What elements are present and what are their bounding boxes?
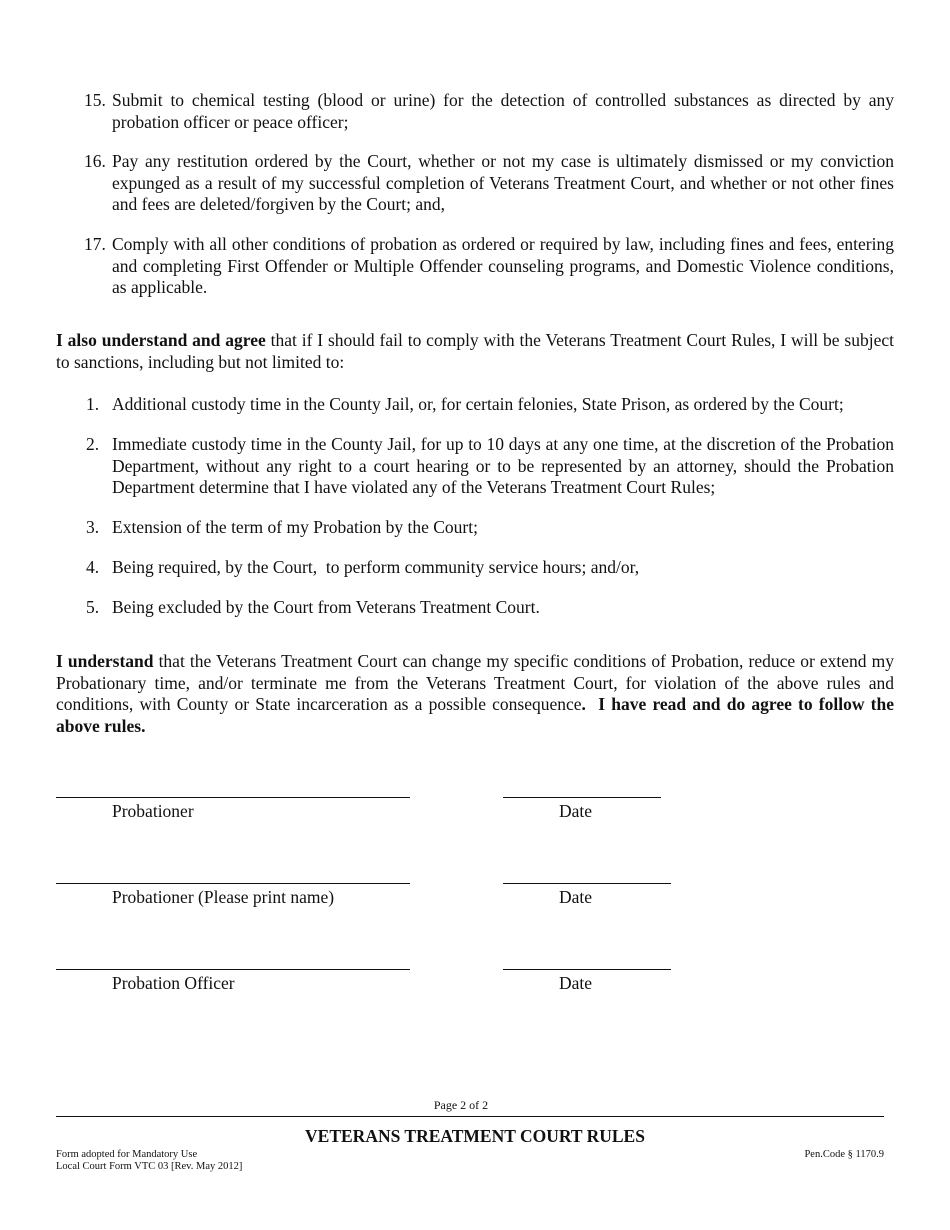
understanding-lead: I understand xyxy=(56,651,154,671)
signature-label: Probationer xyxy=(112,801,194,821)
sanction-text: Extension of the term of my Probation by the Court; xyxy=(112,517,478,537)
condition-number: 16. xyxy=(84,151,106,171)
signature-line[interactable] xyxy=(56,797,410,798)
agreement-paragraph xyxy=(56,330,894,373)
sanction-number: 3. xyxy=(86,517,100,537)
sanction-text: Additional custody time in the County Jail, or, for certain felonies, State Prison, as ordered by the Court; xyxy=(112,394,844,414)
understanding-bold-end: I have read and do agree to follow the above rules. xyxy=(56,694,899,736)
condition-number: 17. xyxy=(84,234,106,254)
agreement-lead: I also understand and agree xyxy=(56,330,266,350)
understanding-paragraph xyxy=(56,651,899,737)
date-label: Date xyxy=(559,887,593,907)
condition-text: Comply with all other conditions of probation as ordered or required by law, including fines and fees, entering and completing First Offender or Multiple Offender counseling programs, and Domestic Violence conditions, as applicable. xyxy=(112,234,894,297)
penal-code-reference: Pen.Code § 1170.9 xyxy=(804,1149,884,1160)
page-number: Page 2 of 2 xyxy=(433,1098,489,1112)
understanding-period: . xyxy=(581,694,586,714)
date-label: Date xyxy=(559,973,593,993)
sanction-text: Being excluded by the Court from Veterans Treatment Court. xyxy=(112,597,540,617)
sanction-number: 2. xyxy=(86,434,100,454)
form-adoption-note: Form adopted for Mandatory Use xyxy=(56,1149,198,1160)
sanction-number: 4. xyxy=(86,557,100,577)
date-line[interactable] xyxy=(503,883,671,884)
footer-divider xyxy=(56,1116,884,1117)
sanction-number: 5. xyxy=(86,597,100,617)
date-label: Date xyxy=(559,801,593,821)
date-line[interactable] xyxy=(503,797,661,798)
footer-title: VETERANS TREATMENT COURT RULES xyxy=(305,1126,645,1146)
agreement-text: that if I should fail to comply with the Veterans Treatment Court Rules, I will be subject to sanctions, including but not limited to: xyxy=(56,330,894,372)
condition-text: Pay any restitution ordered by the Court, whether or not my case is ultimately dismissed or my conviction expunged as a result of my successful completion of Veterans Treatment Court, and whether or not other fines and fees are deleted/forgiven by the Court; and, xyxy=(112,151,894,214)
sanction-text: Immediate custody time in the County Jail, for up to 10 days at any one time, at the discretion of the Probation Department, without any right to a court hearing or to be represented by an attorney, should the Probation Department determine that I have violated any of the Veterans Treatment Court Rules; xyxy=(112,434,894,497)
sanction-number: 1. xyxy=(86,394,100,414)
officer-signature-label: Probation Officer xyxy=(112,973,235,993)
date-line[interactable] xyxy=(503,969,671,970)
officer-signature-line[interactable] xyxy=(56,969,410,970)
print-name-line[interactable] xyxy=(56,883,410,884)
form-identifier: Local Court Form VTC 03 [Rev. May 2012] xyxy=(56,1161,243,1172)
condition-number: 15. xyxy=(84,90,106,110)
understanding-text: that the Veterans Treatment Court can change my specific conditions of Probation, reduce or extend my Probationary time, and/or terminate me from the Veterans Treatment Court, for violation of the above rules and conditions, with County or State incarceration as a possible consequence xyxy=(56,651,894,714)
print-name-label: Probationer (Please print name) xyxy=(112,887,335,907)
sanction-text: Being required, by the Court, to perform community service hours; and/or, xyxy=(112,557,640,577)
condition-text: Submit to chemical testing (blood or urine) for the detection of controlled substances as directed by any probation officer or peace officer; xyxy=(112,90,894,132)
